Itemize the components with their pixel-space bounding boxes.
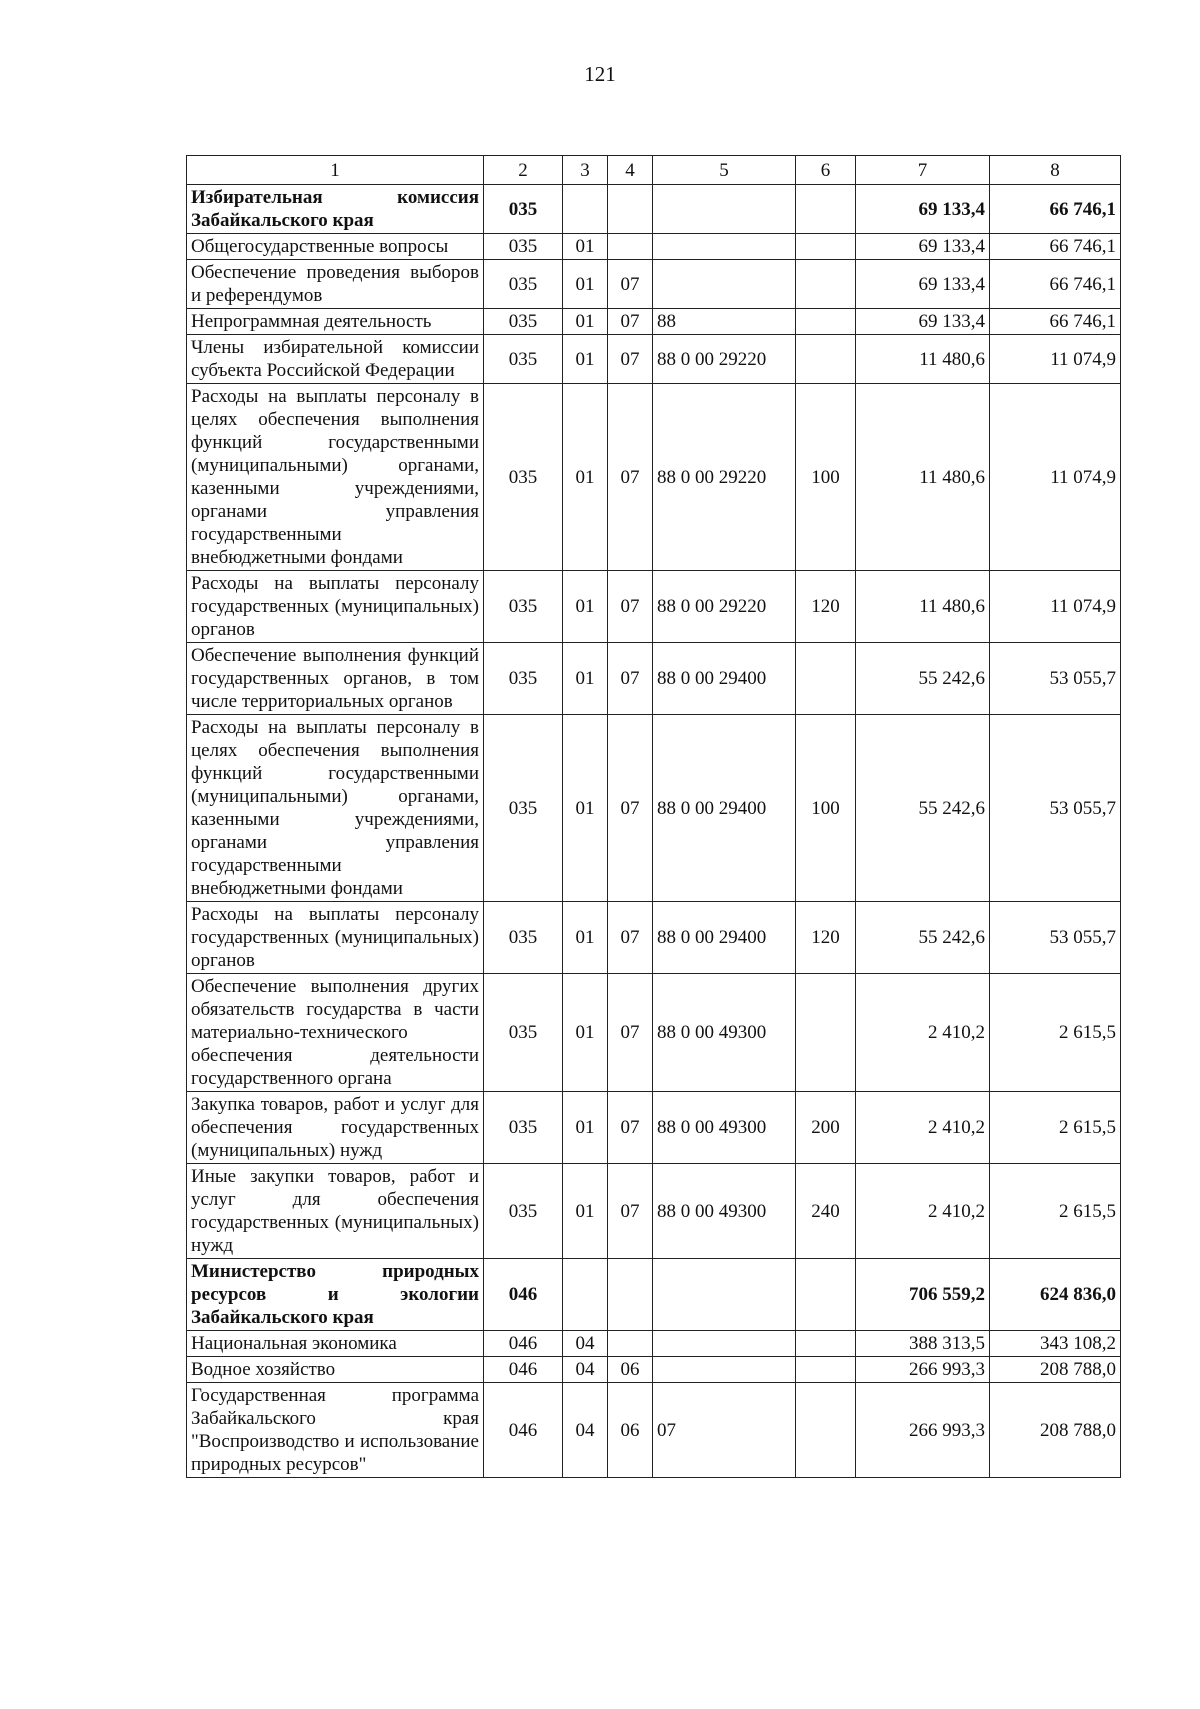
subsection-code: 07 <box>608 643 653 715</box>
department-code: 035 <box>484 1164 563 1259</box>
header-row <box>187 156 1121 185</box>
department-code: 035 <box>484 309 563 335</box>
subsection-code: 07 <box>608 974 653 1092</box>
amount-year-2: 53 055,7 <box>990 715 1121 902</box>
col-header-6: 6 <box>796 156 856 185</box>
budget-table <box>186 155 1121 1478</box>
amount-year-1: 706 559,2 <box>856 1259 990 1331</box>
table-body <box>187 185 1121 1478</box>
amount-year-1: 69 133,4 <box>856 260 990 309</box>
department-code: 046 <box>484 1259 563 1331</box>
department-code: 035 <box>484 384 563 571</box>
expense-type-code: 120 <box>796 902 856 974</box>
col-header-7: 7 <box>856 156 990 185</box>
expense-type-code <box>796 974 856 1092</box>
item-name: Обеспечение проведения выборов и референдумов <box>187 260 484 309</box>
table-row <box>187 643 1121 715</box>
amount-year-1: 2 410,2 <box>856 1092 990 1164</box>
section-code: 01 <box>563 234 608 260</box>
col-header-5: 5 <box>653 156 796 185</box>
department-code: 046 <box>484 1331 563 1357</box>
section-code: 01 <box>563 974 608 1092</box>
target-article-code: 07 <box>653 1383 796 1478</box>
amount-year-1: 55 242,6 <box>856 643 990 715</box>
department-code: 035 <box>484 974 563 1092</box>
amount-year-2: 66 746,1 <box>990 309 1121 335</box>
item-name: Водное хозяйство <box>187 1357 484 1383</box>
item-name: Члены избирательной комиссии субъекта Российской Федерации <box>187 335 484 384</box>
section-code: 01 <box>563 309 608 335</box>
amount-year-2: 343 108,2 <box>990 1331 1121 1357</box>
target-article-code: 88 0 00 49300 <box>653 974 796 1092</box>
target-article-code <box>653 185 796 234</box>
col-header-4: 4 <box>608 156 653 185</box>
amount-year-1: 69 133,4 <box>856 234 990 260</box>
table-row <box>187 1331 1121 1357</box>
table-row <box>187 715 1121 902</box>
department-code: 035 <box>484 643 563 715</box>
subsection-code <box>608 234 653 260</box>
amount-year-1: 11 480,6 <box>856 384 990 571</box>
target-article-code <box>653 1331 796 1357</box>
amount-year-2: 208 788,0 <box>990 1357 1121 1383</box>
table-row <box>187 571 1121 643</box>
target-article-code: 88 0 00 29220 <box>653 384 796 571</box>
subsection-code: 07 <box>608 715 653 902</box>
section-code <box>563 1259 608 1331</box>
page-number: 121 <box>584 62 616 86</box>
subsection-code: 07 <box>608 1092 653 1164</box>
item-name: Обеспечение выполнения других обязательств государства в части материально-технического обеспечения деятельности государственного органа <box>187 974 484 1092</box>
amount-year-2: 66 746,1 <box>990 260 1121 309</box>
target-article-code: 88 0 00 29220 <box>653 571 796 643</box>
subsection-code <box>608 1331 653 1357</box>
section-code: 01 <box>563 902 608 974</box>
target-article-code <box>653 234 796 260</box>
department-code: 046 <box>484 1357 563 1383</box>
expense-type-code <box>796 309 856 335</box>
amount-year-1: 2 410,2 <box>856 1164 990 1259</box>
section-code: 01 <box>563 715 608 902</box>
department-code: 046 <box>484 1383 563 1478</box>
table-row <box>187 902 1121 974</box>
expense-type-code: 240 <box>796 1164 856 1259</box>
section-code <box>563 185 608 234</box>
amount-year-1: 388 313,5 <box>856 1331 990 1357</box>
amount-year-2: 11 074,9 <box>990 335 1121 384</box>
amount-year-1: 2 410,2 <box>856 974 990 1092</box>
target-article-code: 88 0 00 29400 <box>653 902 796 974</box>
item-name: Национальная экономика <box>187 1331 484 1357</box>
amount-year-1: 55 242,6 <box>856 902 990 974</box>
table-row <box>187 1092 1121 1164</box>
department-code: 035 <box>484 902 563 974</box>
item-name: Государственная программа Забайкальского края "Воспроизводство и использование природных ресурсов" <box>187 1383 484 1478</box>
section-code: 04 <box>563 1357 608 1383</box>
expense-type-code <box>796 1259 856 1331</box>
expense-type-code <box>796 260 856 309</box>
section-code: 01 <box>563 335 608 384</box>
item-name: Обеспечение выполнения функций государственных органов, в том числе территориальных органов <box>187 643 484 715</box>
section-code: 01 <box>563 571 608 643</box>
department-code: 035 <box>484 335 563 384</box>
amount-year-2: 208 788,0 <box>990 1383 1121 1478</box>
amount-year-2: 11 074,9 <box>990 384 1121 571</box>
expense-type-code <box>796 1331 856 1357</box>
subsection-code: 07 <box>608 309 653 335</box>
expense-type-code <box>796 234 856 260</box>
amount-year-1: 69 133,4 <box>856 185 990 234</box>
target-article-code: 88 0 00 29400 <box>653 643 796 715</box>
expense-type-code <box>796 1383 856 1478</box>
item-name: Избирательная комиссия Забайкальского края <box>187 185 484 234</box>
department-code: 035 <box>484 1092 563 1164</box>
table-row <box>187 974 1121 1092</box>
department-code: 035 <box>484 571 563 643</box>
subsection-code: 07 <box>608 571 653 643</box>
amount-year-1: 11 480,6 <box>856 335 990 384</box>
table-row <box>187 185 1121 234</box>
subsection-code: 06 <box>608 1383 653 1478</box>
amount-year-1: 266 993,3 <box>856 1357 990 1383</box>
amount-year-1: 266 993,3 <box>856 1383 990 1478</box>
table-row <box>187 1259 1121 1331</box>
table-row <box>187 309 1121 335</box>
col-header-3: 3 <box>563 156 608 185</box>
amount-year-2: 624 836,0 <box>990 1259 1121 1331</box>
target-article-code <box>653 1259 796 1331</box>
target-article-code <box>653 1357 796 1383</box>
table-row <box>187 1164 1121 1259</box>
item-name: Непрограммная деятельность <box>187 309 484 335</box>
expense-type-code <box>796 1357 856 1383</box>
subsection-code: 07 <box>608 902 653 974</box>
amount-year-2: 11 074,9 <box>990 571 1121 643</box>
expense-type-code <box>796 335 856 384</box>
section-code: 01 <box>563 1092 608 1164</box>
department-code: 035 <box>484 260 563 309</box>
section-code: 01 <box>563 260 608 309</box>
subsection-code: 07 <box>608 384 653 571</box>
expense-type-code: 200 <box>796 1092 856 1164</box>
target-article-code <box>653 260 796 309</box>
table-row <box>187 234 1121 260</box>
amount-year-2: 53 055,7 <box>990 902 1121 974</box>
section-code: 01 <box>563 384 608 571</box>
amount-year-1: 11 480,6 <box>856 571 990 643</box>
target-article-code: 88 <box>653 309 796 335</box>
table-row <box>187 260 1121 309</box>
table-row <box>187 1357 1121 1383</box>
col-header-2: 2 <box>484 156 563 185</box>
amount-year-2: 66 746,1 <box>990 234 1121 260</box>
section-code: 01 <box>563 1164 608 1259</box>
expense-type-code: 120 <box>796 571 856 643</box>
subsection-code: 06 <box>608 1357 653 1383</box>
target-article-code: 88 0 00 29220 <box>653 335 796 384</box>
item-name: Общегосударственные вопросы <box>187 234 484 260</box>
target-article-code: 88 0 00 49300 <box>653 1164 796 1259</box>
subsection-code <box>608 1259 653 1331</box>
item-name: Расходы на выплаты персоналу государственных (муниципальных) органов <box>187 571 484 643</box>
target-article-code: 88 0 00 49300 <box>653 1092 796 1164</box>
section-code: 04 <box>563 1331 608 1357</box>
department-code: 035 <box>484 715 563 902</box>
subsection-code: 07 <box>608 335 653 384</box>
item-name: Расходы на выплаты персоналу в целях обеспечения выполнения функций государственными (муниципальными) органами, казенными учреждениями, органами управления государственными внебюджетными фондами <box>187 715 484 902</box>
amount-year-2: 53 055,7 <box>990 643 1121 715</box>
expense-type-code: 100 <box>796 384 856 571</box>
amount-year-2: 66 746,1 <box>990 185 1121 234</box>
amount-year-2: 2 615,5 <box>990 974 1121 1092</box>
department-code: 035 <box>484 185 563 234</box>
amount-year-2: 2 615,5 <box>990 1092 1121 1164</box>
item-name: Закупка товаров, работ и услуг для обеспечения государственных (муниципальных) нужд <box>187 1092 484 1164</box>
col-header-8: 8 <box>990 156 1121 185</box>
amount-year-1: 55 242,6 <box>856 715 990 902</box>
col-header-1: 1 <box>187 156 484 185</box>
section-code: 01 <box>563 643 608 715</box>
expense-type-code <box>796 643 856 715</box>
table-row <box>187 1383 1121 1478</box>
table-row <box>187 384 1121 571</box>
item-name: Расходы на выплаты персоналу в целях обеспечения выполнения функций государственными (муниципальными) органами, казенными учреждениями, органами управления государственными внебюджетными фондами <box>187 384 484 571</box>
section-code: 04 <box>563 1383 608 1478</box>
target-article-code: 88 0 00 29400 <box>653 715 796 902</box>
expense-type-code: 100 <box>796 715 856 902</box>
item-name: Расходы на выплаты персоналу государственных (муниципальных) органов <box>187 902 484 974</box>
item-name: Министерство природных ресурсов и экологии Забайкальского края <box>187 1259 484 1331</box>
expense-type-code <box>796 185 856 234</box>
amount-year-1: 69 133,4 <box>856 309 990 335</box>
subsection-code <box>608 185 653 234</box>
subsection-code: 07 <box>608 1164 653 1259</box>
item-name: Иные закупки товаров, работ и услуг для обеспечения государственных (муниципальных) нужд <box>187 1164 484 1259</box>
department-code: 035 <box>484 234 563 260</box>
table-row <box>187 335 1121 384</box>
subsection-code: 07 <box>608 260 653 309</box>
amount-year-2: 2 615,5 <box>990 1164 1121 1259</box>
